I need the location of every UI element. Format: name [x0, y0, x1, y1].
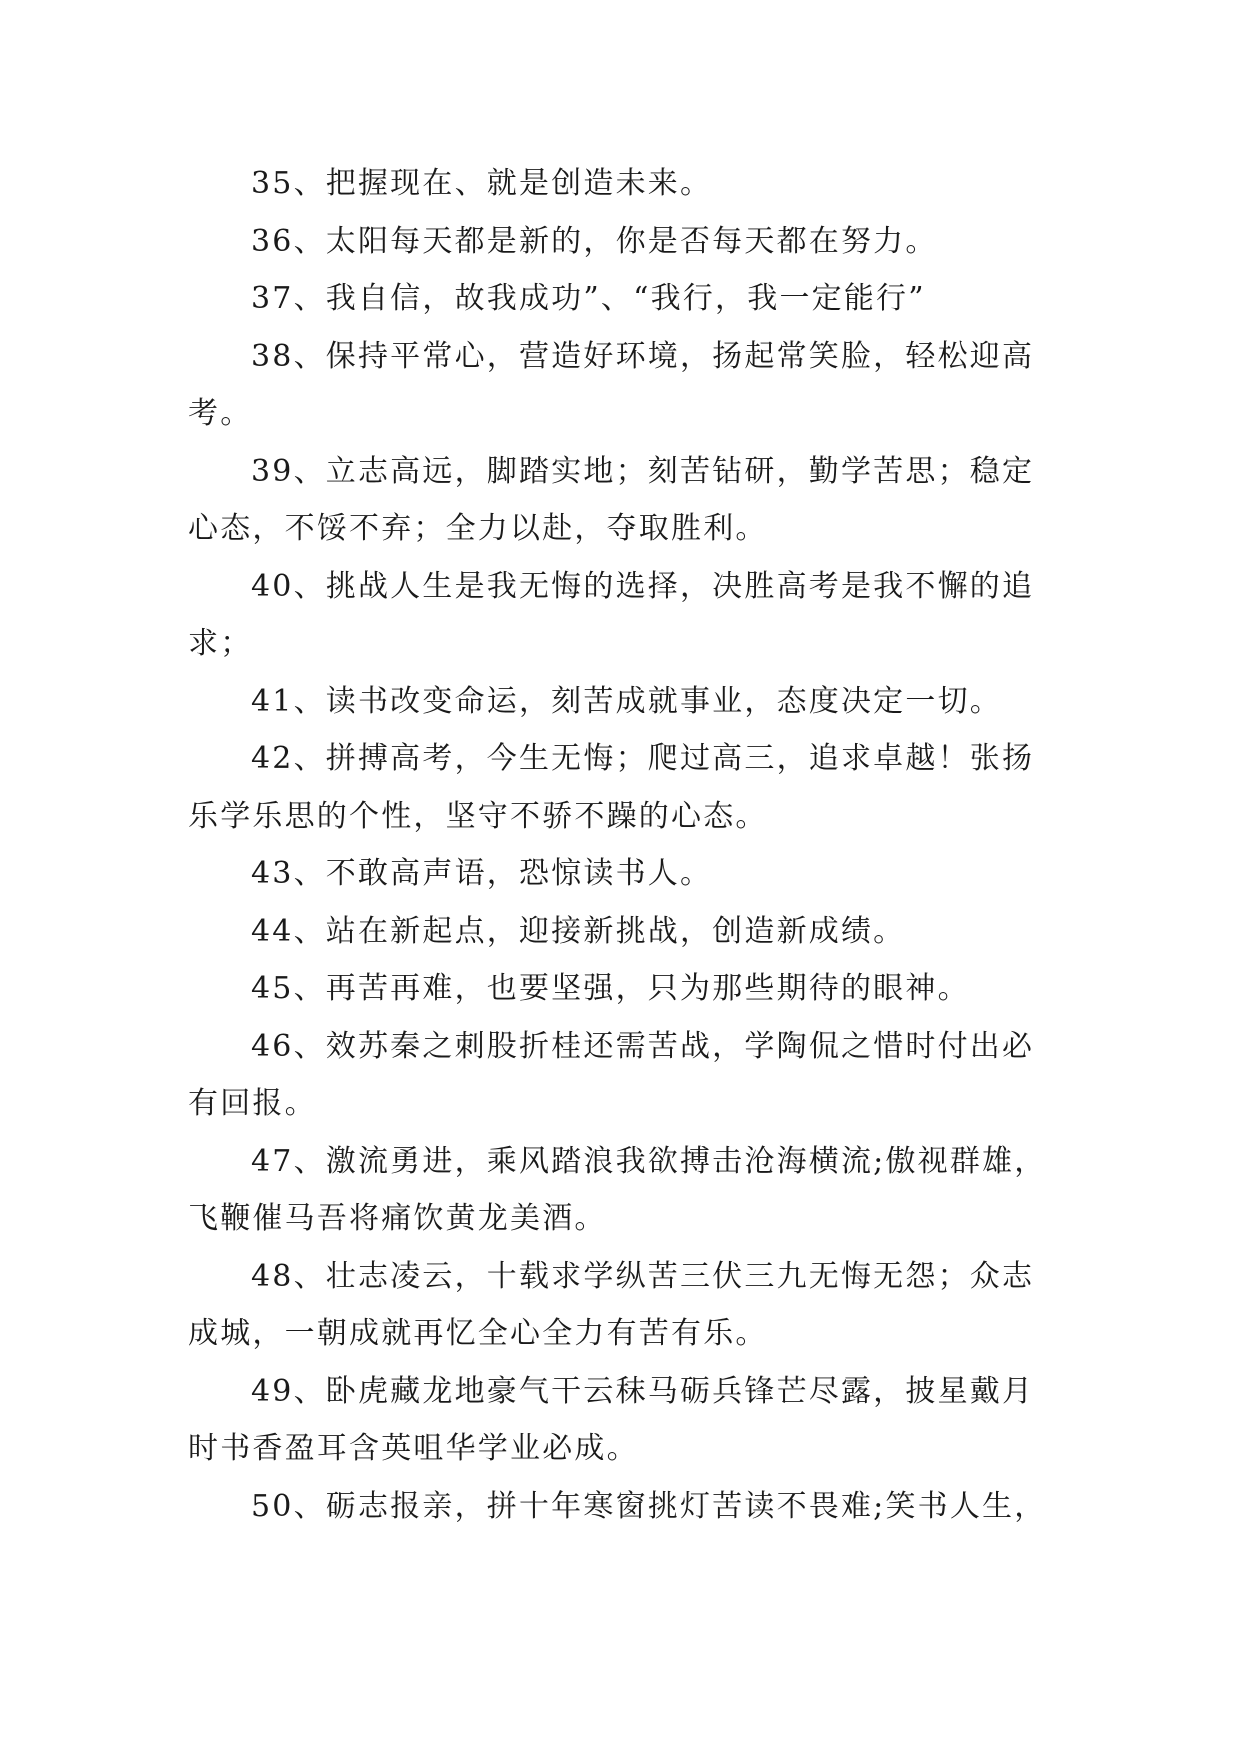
paragraph-continuation-line: 心态，不馁不弃；全力以赴，夺取胜利。: [188, 511, 768, 546]
paragraph-first-line: 50、砺志报亲，拼十年寒窗挑灯苦读不畏难;笑书人生，: [251, 1488, 1047, 1524]
paragraph-first-line: 41、读书改变命运，刻苦成就事业，态度决定一切。: [251, 683, 1002, 719]
paragraph-first-line: 42、拼搏高考，今生无悔；爬过高三，追求卓越！张扬: [251, 741, 1035, 776]
paragraph-continuation-line: 考。: [188, 396, 253, 431]
paragraph-first-line: 43、不敢高声语，恐惊读书人。: [251, 856, 713, 891]
paragraph-continuation-line: 求；: [188, 626, 253, 661]
document-body: [188, 155, 1048, 1535]
paragraph-continuation-line: 飞鞭催马吾将痛饮黄龙美酒。: [188, 1201, 607, 1236]
paragraph-first-line: 35、把握现在、就是创造未来。: [251, 166, 713, 201]
paragraph-continuation-line: 成城，一朝成就再忆全心全力有苦有乐。: [188, 1316, 768, 1351]
paragraph-continuation-line: 乐学乐思的个性，坚守不骄不躁的心态。: [188, 798, 768, 834]
paragraph-continuation-line: 有回报。: [188, 1086, 317, 1121]
paragraph-first-line: 49、卧虎藏龙地豪气干云秣马砺兵锋芒尽露，披星戴月: [251, 1373, 1035, 1409]
paragraph-first-line: 39、立志高远，脚踏实地；刻苦钻研，勤学苦思；稳定: [251, 453, 1035, 489]
paragraph-first-line: 37、我自信，故我成功”、“我行，我一定能行”: [251, 281, 926, 316]
paragraph-first-line: 38、保持平常心，营造好环境，扬起常笑脸，轻松迎高: [251, 338, 1035, 374]
paragraph-first-line: 36、太阳每天都是新的，你是否每天都在努力。: [251, 223, 938, 259]
paragraph-continuation-line: 时书香盈耳含英咀华学业必成。: [188, 1431, 639, 1466]
paragraph-first-line: 44、站在新起点，迎接新挑战，创造新成绩。: [251, 913, 906, 949]
paragraph-first-line: 48、壮志凌云，十载求学纵苦三伏三九无悔无怨；众志: [251, 1258, 1035, 1294]
paragraph-first-line: 45、再苦再难，也要坚强，只为那些期待的眼神。: [251, 971, 970, 1006]
paragraph-first-line: 40、挑战人生是我无悔的选择，决胜高考是我不懈的追: [251, 568, 1035, 604]
paragraph-first-line: 47、激流勇进，乘风踏浪我欲搏击沧海横流;傲视群雄，: [251, 1143, 1047, 1179]
paragraph-first-line: 46、效苏秦之刺股折桂还需苦战，学陶侃之惜时付出必: [251, 1028, 1035, 1064]
